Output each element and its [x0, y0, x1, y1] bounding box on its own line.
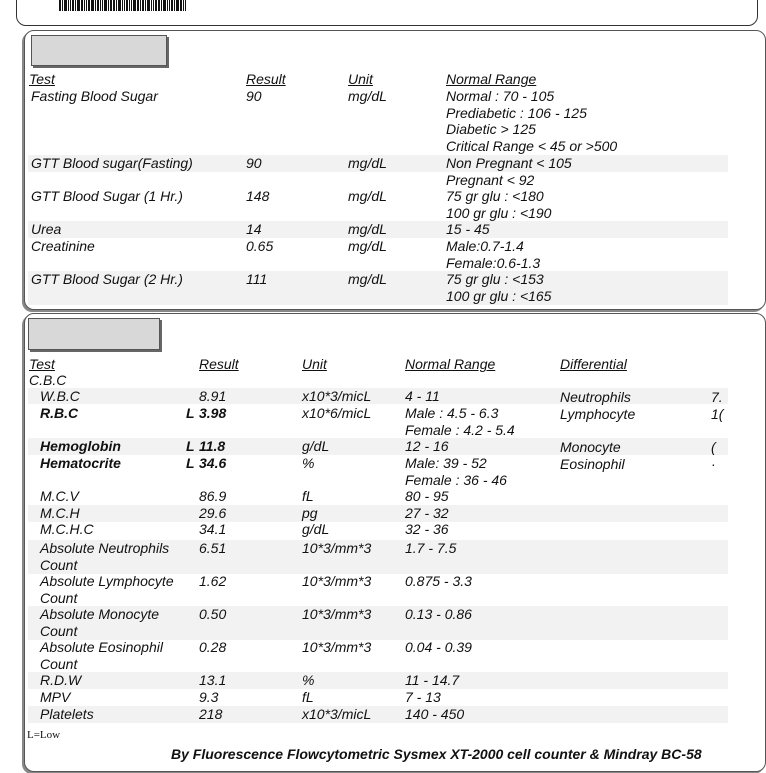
chem-normal-range: Diabetic > 125 — [446, 121, 536, 138]
cbc-unit: % — [302, 672, 315, 688]
cbc-normal-range: Male: 39 - 52 — [405, 455, 487, 471]
cbc-result: 218 — [199, 706, 223, 722]
cbc-test-name: MPV — [40, 689, 71, 705]
cbc-result: 3.98 — [199, 405, 227, 421]
cbc-unit: fL — [302, 488, 314, 504]
chem-normal-range: Normal : 70 - 105 — [446, 88, 555, 104]
row-shade — [28, 672, 728, 689]
chem-normal-range: 15 - 45 — [446, 221, 490, 237]
col-header-normal-range: Normal Range — [446, 71, 537, 87]
cbc-group-label: C.B.C — [29, 372, 67, 388]
cbc-result: 86.9 — [199, 488, 227, 504]
col-header-unit: Unit — [348, 71, 373, 87]
cbc-normal-range: 32 - 36 — [405, 521, 449, 537]
low-flag: L — [186, 455, 195, 471]
cbc-test-name: Absolute Lymphocyte — [40, 573, 174, 589]
low-flag: L — [186, 438, 195, 454]
chem-result: 111 — [246, 271, 268, 287]
chem-test-name: GTT Blood Sugar (2 Hr.) — [31, 271, 183, 287]
cbc-unit: pg — [302, 505, 318, 521]
differential-value: 1( — [711, 406, 724, 422]
chem-result: 0.65 — [246, 238, 274, 254]
cbc-normal-range: Female : 36 - 46 — [405, 471, 507, 488]
chem-test-name: Urea — [31, 221, 62, 237]
cbc-test-name: M.C.H — [40, 505, 80, 521]
chem-normal-range: Male:0.7-1.4 — [446, 238, 524, 254]
cbc-col-header-test: Test — [29, 356, 55, 372]
chem-normal-range: Prediabetic : 106 - 125 — [446, 104, 587, 121]
cbc-result: 0.50 — [199, 606, 227, 622]
chem-normal-range: 100 gr glu : <190 — [446, 204, 552, 221]
cbc-test-name: Hemoglobin — [40, 438, 121, 454]
chem-result: 90 — [246, 155, 262, 171]
differential-name: Lymphocyte — [560, 406, 636, 422]
differential-name: Neutrophils — [560, 389, 631, 405]
chem-test-name: GTT Blood sugar(Fasting) — [31, 155, 193, 171]
barcode — [59, 0, 187, 11]
cbc-col-header-unit: Unit — [302, 356, 327, 372]
chem-normal-range: Critical Range < 45 or >500 — [446, 138, 618, 155]
cbc-test-name: W.B.C — [40, 388, 80, 404]
cbc-normal-range: 11 - 14.7 — [405, 672, 460, 688]
cbc-col-header-normal-range: Normal Range — [405, 356, 496, 372]
row-shade — [28, 505, 728, 522]
cbc-test-name: Absolute Monocyte — [40, 606, 160, 622]
cbc-result: 34.6 — [199, 455, 227, 471]
cbc-test-name: Platelets — [40, 706, 94, 722]
differential-value: · — [711, 456, 716, 472]
chem-unit: mg/dL — [348, 88, 387, 104]
cbc-unit: 10*3/mm*3 — [302, 606, 372, 622]
cbc-unit: 10*3/mm*3 — [302, 540, 372, 556]
cbc-test-name: M.C.H.C — [40, 521, 94, 537]
flag-legend: L=Low — [27, 729, 61, 741]
chem-test-name: Fasting Blood Sugar — [31, 88, 158, 104]
cbc-test-name: M.C.V — [40, 488, 79, 504]
cbc-normal-range: 80 - 95 — [405, 488, 449, 504]
cbc-test-name: Absolute Neutrophils — [40, 540, 170, 556]
cbc-test-name: Absolute Eosinophil — [40, 639, 163, 655]
cbc-unit: g/dL — [302, 438, 330, 454]
cbc-unit: x10*3/micL — [302, 706, 372, 722]
cbc-col-header-differential: Differential — [560, 356, 627, 372]
cbc-test-name-cont: Count — [40, 557, 78, 573]
chem-normal-range: Non Pregnant < 105 — [446, 155, 572, 171]
chem-unit: mg/dL — [348, 221, 387, 237]
chem-unit: mg/dL — [348, 238, 387, 254]
cbc-normal-range: Female : 4.2 - 5.4 — [405, 421, 515, 438]
cbc-unit: 10*3/mm*3 — [302, 639, 372, 655]
chemistry-section-label-box — [31, 35, 167, 66]
cbc-test-name: R.B.C — [40, 405, 79, 421]
cbc-result: 6.51 — [199, 540, 227, 556]
cbc-result: 13.1 — [199, 672, 227, 688]
cbc-result: 9.3 — [199, 689, 219, 705]
col-header-test: Test — [29, 71, 55, 87]
cbc-section-label-box — [28, 318, 160, 350]
cbc-unit: x10*3/micL — [302, 388, 372, 404]
cbc-unit: fL — [302, 689, 314, 705]
cbc-result: 8.91 — [199, 388, 227, 404]
differential-value: ( — [711, 439, 716, 455]
cbc-result: 11.8 — [199, 438, 226, 454]
cbc-test-name: Hematocrite — [40, 455, 121, 471]
cbc-result: 0.28 — [199, 639, 227, 655]
chem-normal-range: 75 gr glu : <153 — [446, 271, 544, 287]
cbc-test-name-cont: Count — [40, 623, 78, 639]
cbc-test-name-cont: Count — [40, 656, 78, 672]
method-footer: By Fluorescence Flowcytometric Sysmex XT-2000 cell counter & Mindray BC-58 — [171, 746, 702, 762]
chem-result: 148 — [246, 188, 270, 204]
cbc-normal-range: 0.04 - 0.39 — [405, 639, 472, 655]
chem-test-name: Creatinine — [31, 238, 95, 254]
cbc-result: 34.1 — [199, 521, 227, 537]
chem-unit: mg/dL — [348, 155, 387, 171]
cbc-normal-range: 12 - 16 — [405, 438, 449, 454]
cbc-normal-range: 140 - 450 — [405, 706, 465, 722]
chem-result: 14 — [246, 221, 262, 237]
cbc-normal-range: 0.875 - 3.3 — [405, 573, 472, 589]
row-shade — [28, 438, 728, 455]
chem-result: 90 — [246, 88, 262, 104]
cbc-test-name: R.D.W — [40, 672, 82, 688]
cbc-col-header-result: Result — [199, 356, 239, 372]
differential-name: Eosinophil — [560, 456, 625, 472]
cbc-result: 29.6 — [199, 505, 227, 521]
cbc-normal-range: 0.13 - 0.86 — [405, 606, 472, 622]
chem-normal-range: 100 gr glu : <165 — [446, 287, 552, 304]
cbc-normal-range: 27 - 32 — [405, 505, 449, 521]
chem-normal-range: 75 gr glu : <180 — [446, 188, 544, 204]
chem-unit: mg/dL — [348, 188, 387, 204]
chem-unit: mg/dL — [348, 271, 387, 287]
chem-normal-range: Pregnant < 92 — [446, 171, 535, 188]
cbc-unit: % — [302, 455, 315, 471]
cbc-normal-range: 4 - 11 — [405, 388, 440, 404]
cbc-test-name-cont: Count — [40, 590, 78, 606]
cbc-unit: x10*6/micL — [302, 405, 372, 421]
cbc-unit: 10*3/mm*3 — [302, 573, 372, 589]
cbc-normal-range: 1.7 - 7.5 — [405, 540, 457, 556]
cbc-unit: g/dL — [302, 521, 330, 537]
barcode-card — [16, 0, 758, 26]
differential-value: 7. — [711, 389, 723, 405]
chem-test-name: GTT Blood Sugar (1 Hr.) — [31, 188, 183, 204]
cbc-result: 1.62 — [199, 573, 227, 589]
chem-normal-range: Female:0.6-1.3 — [446, 254, 541, 271]
differential-name: Monocyte — [560, 439, 621, 455]
cbc-normal-range: 7 - 13 — [405, 689, 441, 705]
row-shade — [28, 706, 728, 723]
cbc-normal-range: Male : 4.5 - 6.3 — [405, 405, 499, 421]
col-header-result: Result — [246, 71, 286, 87]
low-flag: L — [186, 405, 195, 421]
